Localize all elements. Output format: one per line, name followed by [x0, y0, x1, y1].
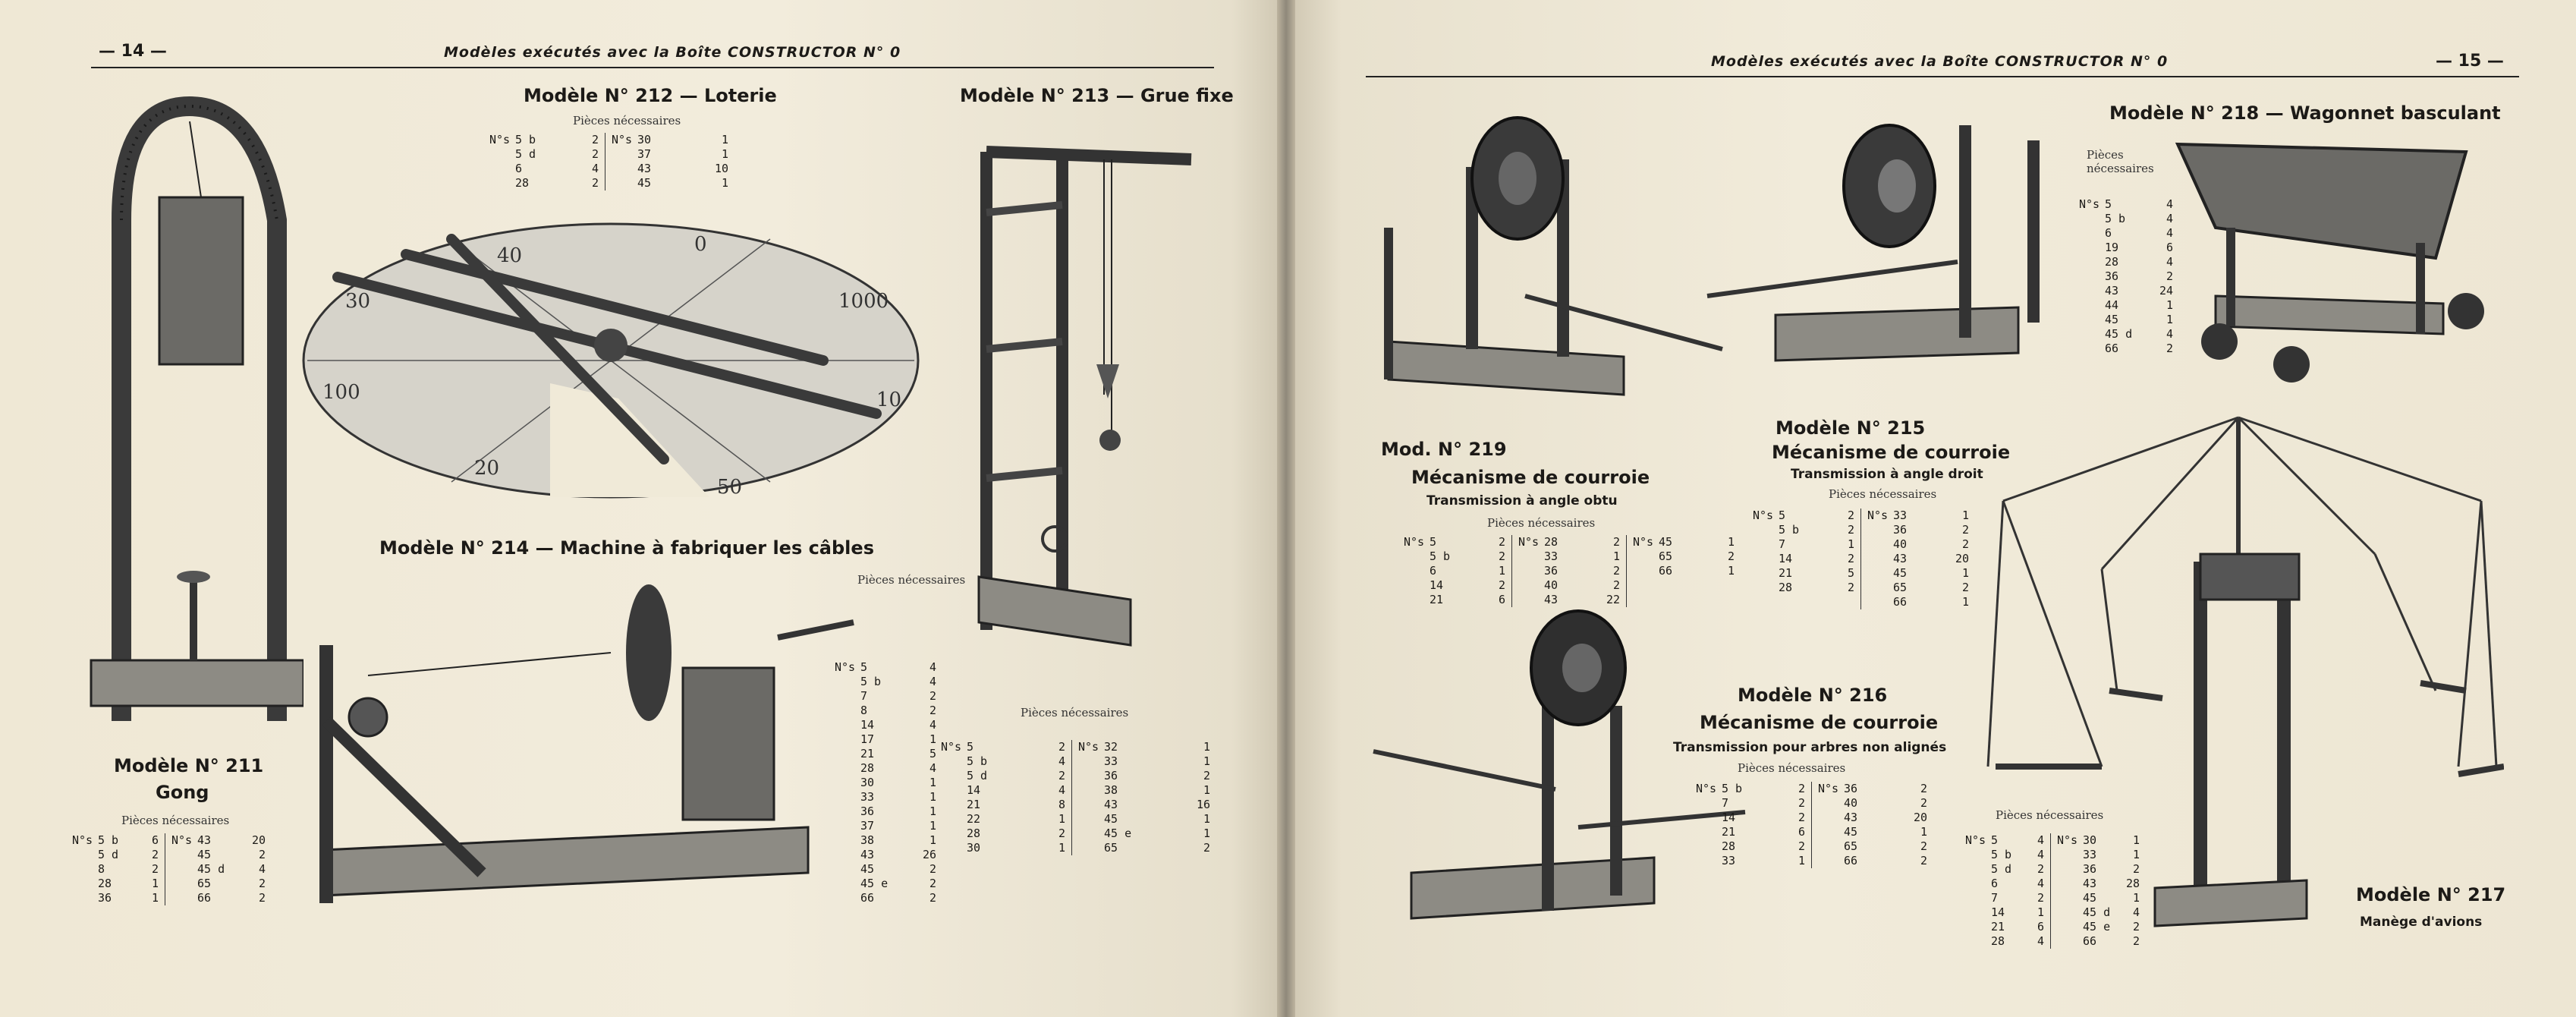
parts-row: 65 2 [1659, 549, 1735, 563]
parts-column [1511, 535, 1626, 607]
parts-row: N°s 5 b 2 [1696, 782, 1805, 795]
loterie-number-20: 20 [474, 457, 500, 480]
parts-row: 5 d 2 [1991, 862, 2044, 876]
parts-row: 5 d 2 [967, 769, 1065, 782]
parts-row: 14 2 [1430, 578, 1505, 592]
parts-column [2079, 197, 2179, 356]
model-215-pieces-label: Pièces nécessaires [1829, 487, 1937, 501]
model-216-subtitle: Transmission pour arbres non alignés [1673, 740, 1947, 755]
loterie-number-50: 50 [717, 476, 743, 499]
model-213-parts [941, 740, 1216, 855]
parts-row: 43 26 [860, 848, 936, 861]
model-212-title: Modèle N° 212 — Loterie [524, 85, 777, 106]
page-14 [0, 0, 1282, 1017]
loterie-number-1000: 1000 [838, 290, 889, 313]
parts-row: 45 e 2 [2083, 920, 2140, 934]
loterie-number-0: 0 [694, 233, 707, 256]
parts-row: 14 1 [1991, 905, 2044, 919]
parts-row: 43 20 [1844, 811, 1927, 824]
parts-row: 43 10 [637, 162, 728, 175]
parts-row: 28 4 [1991, 934, 2044, 948]
parts-row: 43 22 [1544, 593, 1620, 606]
parts-row: 36 2 [1544, 564, 1620, 578]
loterie-illustration [300, 209, 929, 512]
parts-row: 28 2 [1722, 839, 1805, 853]
wagonnet-illustration [2170, 129, 2489, 395]
parts-row: 45 e 1 [1104, 827, 1210, 840]
model-218-title: Modèle N° 218 — Wagonnet basculant [2109, 102, 2501, 124]
parts-row: N°s 5 2 [1753, 508, 1854, 522]
parts-row: 40 2 [1844, 796, 1927, 810]
parts-row: 7 2 [860, 689, 936, 703]
model-216-title: Modèle N° 216 [1738, 685, 1888, 706]
header-rule [91, 67, 1214, 68]
model-219-name: Mécanisme de courroie [1411, 467, 1650, 488]
parts-row: 8 2 [860, 704, 936, 717]
parts-row: 14 4 [967, 783, 1065, 797]
parts-row: 17 1 [860, 732, 936, 746]
parts-row: 40 2 [1544, 578, 1620, 592]
parts-row: 28 2 [967, 827, 1065, 840]
parts-row: 45 d 4 [197, 862, 266, 876]
model-215-parts [1753, 508, 1975, 609]
page-header: Modèles exécutés avec la Boîte CONSTRUCTOR N° 0 [444, 44, 901, 61]
parts-row: 19 6 [2105, 241, 2173, 254]
model-216-name: Mécanisme de courroie [1700, 712, 1939, 733]
parts-row: N°s 5 4 [2079, 197, 2173, 211]
parts-row: 43 28 [2083, 877, 2140, 890]
parts-row: 30 1 [967, 841, 1065, 855]
parts-row: 66 1 [1893, 595, 1969, 609]
parts-row: 7 2 [1722, 796, 1805, 810]
parts-row: 5 d 2 [515, 147, 599, 161]
parts-row: 45 d 4 [2105, 327, 2173, 341]
model-217-name: Manège d'avions [2360, 915, 2483, 930]
parts-row: 43 16 [1104, 798, 1210, 811]
parts-row: N°s 5 b 2 [489, 133, 599, 146]
parts-row: 65 2 [197, 877, 266, 890]
parts-row: 45 2 [860, 862, 936, 876]
parts-row: N°s 5 4 [835, 660, 936, 674]
model-219-illustration [1373, 106, 1738, 440]
parts-row: 5 b 4 [860, 675, 936, 688]
parts-row: 5 b 2 [1779, 523, 1854, 537]
model-218-pieces-label: Pièces nécessaires [2087, 148, 2154, 175]
model-214-pieces-label: Pièces nécessaires [857, 573, 966, 587]
parts-row: 33 1 [1722, 854, 1805, 867]
parts-row: 44 1 [2105, 298, 2173, 312]
model-215-illustration [1700, 110, 2056, 414]
parts-column [1860, 508, 1975, 609]
parts-row: 36 2 [2083, 862, 2140, 876]
parts-row: 66 1 [1659, 564, 1735, 578]
loterie-number-100: 100 [322, 381, 360, 404]
parts-row: 33 1 [1544, 549, 1620, 563]
parts-column [2050, 833, 2146, 949]
model-211-name: Gong [156, 782, 209, 803]
parts-row: 14 2 [1722, 811, 1805, 824]
parts-row: 5 b 4 [2105, 212, 2173, 225]
parts-row: 38 1 [1104, 783, 1210, 797]
loterie-number-40: 40 [497, 244, 523, 267]
parts-row: N°s 43 20 [171, 833, 266, 847]
parts-column [1965, 833, 2050, 949]
parts-column [165, 833, 272, 905]
gong-illustration [76, 91, 304, 759]
model-217-pieces-label: Pièces nécessaires [1996, 808, 2104, 822]
loterie-number-30: 30 [345, 290, 371, 313]
model-211-title: Modèle N° 211 [114, 755, 264, 776]
parts-row: 43 20 [1893, 552, 1969, 565]
parts-row: 8 2 [98, 862, 159, 876]
parts-row: 66 2 [1844, 854, 1927, 867]
model-216-illustration [1366, 607, 1760, 941]
parts-row: 21 8 [967, 798, 1065, 811]
header-rule [1366, 76, 2519, 77]
parts-row: 28 2 [1779, 581, 1854, 594]
model-215-subtitle: Transmission à angle droit [1791, 467, 1983, 482]
parts-row: 21 6 [1430, 593, 1505, 606]
model-213-title: Modèle N° 213 — Grue fixe [960, 85, 1234, 106]
parts-row: 38 1 [860, 833, 936, 847]
parts-row: 21 6 [1722, 825, 1805, 839]
parts-row: 45 d 4 [2083, 905, 2140, 919]
parts-row: 14 4 [860, 718, 936, 732]
parts-row: 45 1 [1893, 566, 1969, 580]
parts-column [1626, 535, 1741, 607]
model-218-parts [2079, 197, 2179, 356]
parts-row: 33 1 [860, 790, 936, 804]
book-gutter [1277, 0, 1295, 1017]
parts-row: 36 2 [2105, 269, 2173, 283]
model-219-subtitle: Transmission à angle obtu [1426, 493, 1618, 508]
model-211-parts [72, 833, 272, 905]
parts-column [941, 740, 1071, 855]
parts-row: 30 1 [860, 776, 936, 789]
parts-row: 33 1 [1104, 754, 1210, 768]
parts-row: 66 2 [860, 891, 936, 905]
parts-row: 7 1 [1779, 537, 1854, 551]
parts-row: N°s 5 2 [941, 740, 1065, 754]
loterie-number-10: 10 [876, 389, 902, 411]
parts-row: N°s 36 2 [1818, 782, 1927, 795]
parts-column [605, 133, 734, 190]
parts-row: 6 1 [1430, 564, 1505, 578]
parts-row: N°s 33 1 [1867, 508, 1969, 522]
page-number: — 15 — [2436, 52, 2504, 71]
parts-row: N°s 30 1 [612, 133, 728, 146]
model-214-parts [835, 660, 942, 905]
parts-row: N°s 45 1 [1633, 535, 1735, 549]
parts-row: 66 2 [2105, 342, 2173, 355]
page-header: Modèles exécutés avec la Boîte CONSTRUCTOR N° 0 [1711, 53, 2169, 70]
parts-row: 28 4 [2105, 255, 2173, 269]
parts-row: 37 1 [637, 147, 728, 161]
parts-row: 5 b 2 [1430, 549, 1505, 563]
parts-row: 45 1 [2083, 891, 2140, 905]
parts-row: 65 2 [1893, 581, 1969, 594]
parts-row: N°s 30 1 [2057, 833, 2140, 847]
model-216-parts [1696, 782, 1933, 868]
parts-row: 45 1 [1844, 825, 1927, 839]
parts-row: 21 5 [860, 747, 936, 760]
model-219-pieces-label: Pièces nécessaires [1487, 516, 1596, 530]
parts-row: 6 4 [1991, 877, 2044, 890]
parts-row: 36 1 [860, 804, 936, 818]
parts-row: 66 2 [2083, 934, 2140, 948]
model-214-title: Modèle N° 214 — Machine à fabriquer les câbles [379, 537, 874, 559]
model-211-pieces-label: Pièces nécessaires [121, 814, 230, 827]
parts-column [1811, 782, 1933, 868]
parts-row: 45 e 2 [860, 877, 936, 890]
cable-machine-illustration [292, 569, 861, 934]
parts-row: 40 2 [1893, 537, 1969, 551]
parts-row: 5 d 2 [98, 848, 159, 861]
parts-row: 45 2 [197, 848, 266, 861]
parts-row: 28 2 [515, 176, 599, 190]
parts-row: 6 4 [515, 162, 599, 175]
parts-row: 22 1 [967, 812, 1065, 826]
parts-row: 7 2 [1991, 891, 2044, 905]
model-219-parts [1404, 535, 1741, 607]
parts-row: 21 6 [1991, 920, 2044, 934]
parts-row: N°s 32 1 [1078, 740, 1210, 754]
model-212-pieces-label: Pièces nécessaires [573, 114, 681, 128]
parts-row: 5 b 4 [1991, 848, 2044, 861]
parts-row: 5 b 4 [967, 754, 1065, 768]
parts-row: 65 2 [1844, 839, 1927, 853]
parts-row: 28 4 [860, 761, 936, 775]
grue-fixe-illustration [964, 137, 1206, 683]
parts-row: 45 1 [1104, 812, 1210, 826]
parts-row: 36 2 [1893, 523, 1969, 537]
parts-row: N°s 5 4 [1965, 833, 2044, 847]
parts-row: 45 1 [2105, 313, 2173, 326]
parts-row: 21 5 [1779, 566, 1854, 580]
parts-column [835, 660, 942, 905]
parts-row: 37 1 [860, 819, 936, 833]
parts-row: 65 2 [1104, 841, 1210, 855]
parts-row: N°s 5 b 6 [72, 833, 159, 847]
parts-row: N°s 5 2 [1404, 535, 1505, 549]
parts-row: 6 4 [2105, 226, 2173, 240]
parts-row: N°s 28 2 [1518, 535, 1620, 549]
parts-row: 28 1 [98, 877, 159, 890]
page-15 [1290, 0, 2576, 1017]
parts-row: 33 1 [2083, 848, 2140, 861]
parts-column [1071, 740, 1216, 855]
parts-column [1696, 782, 1811, 868]
model-213-pieces-label: Pièces nécessaires [1021, 706, 1129, 719]
model-215-name: Mécanisme de courroie [1772, 442, 2011, 463]
page-number: — 14 — [99, 42, 167, 61]
parts-column [1404, 535, 1511, 607]
parts-row: 66 2 [197, 891, 266, 905]
parts-row: 36 1 [98, 891, 159, 905]
parts-column [1753, 508, 1860, 609]
parts-column [489, 133, 605, 190]
parts-row: 43 24 [2105, 284, 2173, 298]
parts-row: 14 2 [1779, 552, 1854, 565]
model-219-title: Mod. N° 219 [1381, 439, 1507, 460]
model-215-title: Modèle N° 215 [1776, 417, 1926, 439]
parts-column [72, 833, 165, 905]
model-217-title: Modèle N° 217 [2356, 884, 2506, 905]
model-212-parts [489, 133, 734, 190]
model-216-pieces-label: Pièces nécessaires [1738, 761, 1846, 775]
parts-row: 36 2 [1104, 769, 1210, 782]
parts-row: 45 1 [637, 176, 728, 190]
model-217-parts [1965, 833, 2146, 949]
